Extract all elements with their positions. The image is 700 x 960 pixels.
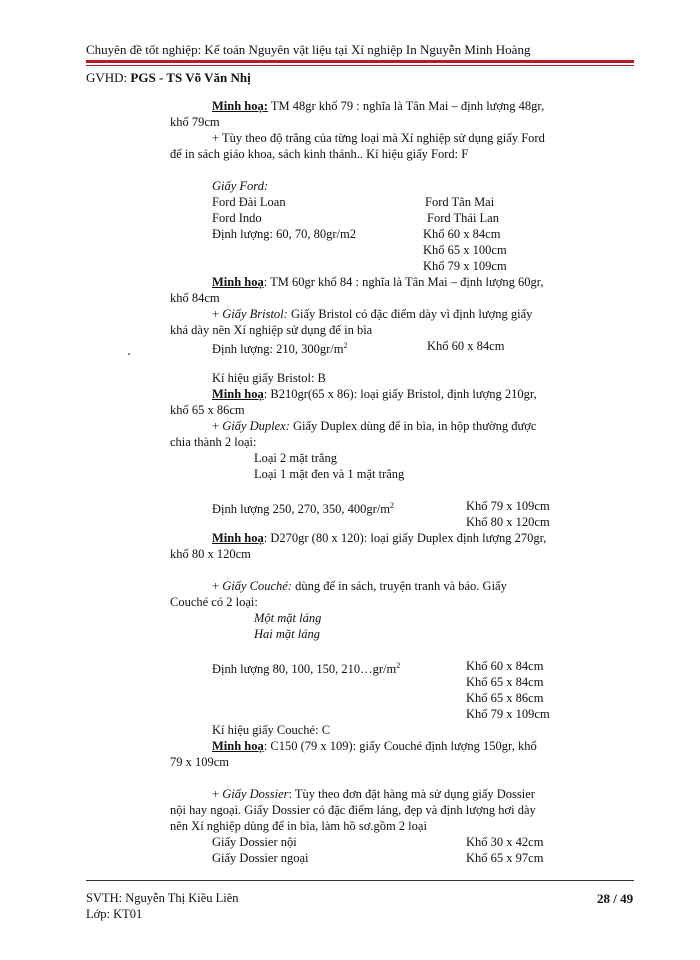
stray-dot xyxy=(128,353,130,355)
text-line: khổ 79cm xyxy=(170,115,220,129)
example-line: Minh hoạ: C150 (79 x 109): giấy Couché định lượng 150gr, khổ xyxy=(212,739,537,753)
duplex-size: Khổ 79 x 109cm xyxy=(466,499,550,513)
dossier-size: Khổ 65 x 97cm xyxy=(466,851,544,865)
text-line: 79 x 109cm xyxy=(170,755,230,769)
ford-item: Ford Đài Loan xyxy=(212,195,286,209)
text-line: nên Xí nghiệp dùng để in bìa, làm hồ sơ.gồm 2 loại xyxy=(170,819,427,833)
header-rule xyxy=(86,60,634,63)
footer-rule xyxy=(86,880,634,881)
page-number: 28 / 49 xyxy=(597,891,634,906)
dossier-size: Khổ 30 x 42cm xyxy=(466,835,544,849)
dossier-item: Giấy Dossier nội xyxy=(212,835,297,849)
example-line: Minh hoạ: D270gr (80 x 120): loại giấy Duplex định lượng 270gr, xyxy=(212,531,547,545)
header-rule-thin xyxy=(86,65,634,66)
couche-size: Khổ 79 x 109cm xyxy=(466,707,550,721)
text-line: khá dày nên Xí nghiệp sử dụng để in bìa xyxy=(170,323,373,337)
bristol-weight: Định lượng: 210, $300gr/m^2$ xyxy=(212,341,348,356)
text-line: để in sách giáo khoa, sách kinh thánh.. Kí hiệu giấy Ford: F xyxy=(170,147,469,161)
couche-type: Một mặt láng xyxy=(254,611,322,625)
text-line: Couché có 2 loại: xyxy=(170,595,258,609)
duplex-size: Khổ 80 x 120cm xyxy=(466,515,550,529)
bristol-intro: + Giấy Bristol: Giấy Bristol có đặc điểm dày vì định lượng giấy xyxy=(212,307,533,321)
bristol-code: Kí hiệu giấy Bristol: B xyxy=(212,371,326,385)
duplex-type: Loại 2 mặt trắng xyxy=(254,451,337,465)
text-line: + Tùy theo độ trắng của từng loại mà Xí nghiệp sử dụng giấy Ford xyxy=(212,131,545,145)
ford-title: Giấy Ford: xyxy=(212,179,269,193)
text-line: khổ 84cm xyxy=(170,291,220,305)
ford-size: Khổ 79 x 109cm xyxy=(423,259,507,273)
document-title: Chuyên đề tốt nghiệp: Kế toán Nguyên vật liệu tại Xí nghiệp In Nguyễn Minh Hoàng xyxy=(86,42,531,57)
example-line: Minh hoạ: TM 48gr khổ 79 : nghĩa là Tân Mai – định lượng 48gr, xyxy=(212,99,545,113)
dossier-item: Giấy Dossier ngoại xyxy=(212,851,309,865)
student-name: SVTH: Nguyễn Thị Kiều Liên xyxy=(86,891,239,905)
ford-size: Khổ 60 x 84cm xyxy=(423,227,501,241)
advisor-line xyxy=(86,70,251,86)
duplex-weight: Định lượng 250, 270, 350, $400gr/m^2$ xyxy=(212,501,394,516)
couche-size: Khổ 65 x 86cm xyxy=(466,691,544,705)
example-line: Minh hoạ: B210gr(65 x 86): loại giấy Bristol, định lượng 210gr, xyxy=(212,387,537,401)
couche-type: Hai mặt láng xyxy=(254,627,320,641)
duplex-type: Loại 1 mặt đen và 1 mặt trắng xyxy=(254,467,405,481)
text-line: khổ 65 x 86cm xyxy=(170,403,245,417)
couche-size: Khổ 60 x 84cm xyxy=(466,659,544,673)
ford-item: Ford Indo xyxy=(212,211,262,225)
couche-code: Kí hiệu giấy Couché: C xyxy=(212,723,331,737)
bristol-size: Khổ 60 x 84cm xyxy=(427,339,505,353)
text-line: nội hay ngoại. Giấy Dossier có đặc điểm láng, đẹp và định lượng hơi dày xyxy=(170,803,536,817)
ford-size: Khổ 65 x 100cm xyxy=(423,243,507,257)
duplex-intro: + Giấy Duplex: Giấy Duplex dùng để in bìa, in hộp thường được xyxy=(212,419,537,433)
class-label: Lớp: KT01 xyxy=(86,907,143,921)
couche-weight: Định lượng 80, 100, 150, $210\dots gr/m^2$ xyxy=(212,661,401,676)
ford-item: Ford Thái Lan xyxy=(427,211,499,225)
ford-item: Ford Tân Mai xyxy=(425,195,495,209)
dossier-intro: + Giấy Dossier: Tùy theo đơn đặt hàng mà sử dụng giấy Dossier xyxy=(212,787,535,801)
example-line: Minh hoạ: TM 60gr khổ 84 : nghĩa là Tân Mai – định lượng 60gr, xyxy=(212,275,544,289)
ford-weight: Định lượng: 60, 70, 80gr/m2 xyxy=(212,227,356,241)
advisor-name: PGS - TS Võ Văn Nhị xyxy=(130,70,251,85)
advisor-label: GVHD: xyxy=(86,70,128,85)
couche-intro: + Giấy Couché: dùng để in sách, truyện tranh và báo. Giấy xyxy=(212,579,507,593)
couche-size: Khổ 65 x 84cm xyxy=(466,675,544,689)
text-line: khổ 80 x 120cm xyxy=(170,547,251,561)
text-line: chia thành 2 loại: xyxy=(170,435,257,449)
